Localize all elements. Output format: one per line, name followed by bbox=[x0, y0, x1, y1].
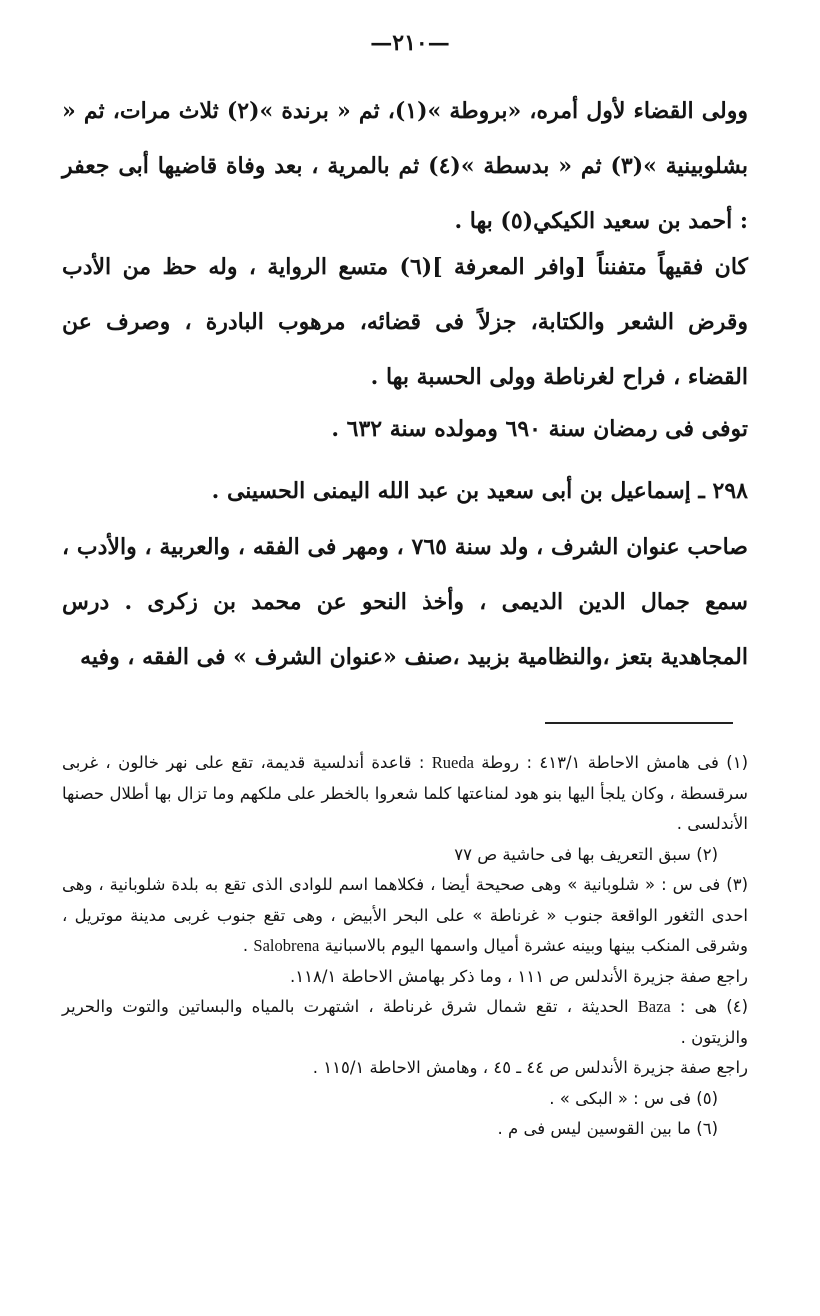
paragraph-text: كان فقيهاً متفنناً [وافر المعرفة ](٦) متسع الرواية ، وله حظ من الأدب وقرض الشعر والكتابة، جزلاً فى قضائه، مرهوب البادرة ، وصرف عن القضاء ، فراح لغرناطة وولى الحسبة بها . bbox=[62, 254, 748, 390]
paragraph-biography bbox=[62, 240, 748, 405]
footnote-4-latin: Baza bbox=[637, 997, 671, 1016]
footnote-6: (٦) ما بين القوسين ليس فى م . bbox=[497, 1119, 718, 1138]
paragraph-death-date bbox=[62, 402, 748, 457]
footnote-1-text-b: : قاعدة أندلسية قديمة، تقع على نهر خالون ، غربى سرقسطة ، وكان يلجأ اليها بنو هود لمناعتها كلما شعروا بالخطر على ملكهم وما تزال بها أطلال حصنها الأندلسى . bbox=[62, 753, 748, 833]
footnote-4-text-a: (٤) هى : bbox=[670, 997, 748, 1016]
footnote-3 bbox=[62, 870, 748, 962]
footnote-4-text-b: الحديثة ، تقع شمال شرق غرناطة ، اشتهرت بالمياه والبساتين والتوت والحرير والزيتون . bbox=[62, 997, 748, 1047]
footnote-separator bbox=[545, 722, 733, 724]
footnote-5: (٥) فى س : « البكى » . bbox=[549, 1088, 718, 1108]
footnote-1-latin: Rueda bbox=[431, 753, 474, 772]
footnote-3-reference: راجع صفة جزيرة الأندلس ص ١١١ ، وما ذكر بهامش الاحاطة ١١٨/١. bbox=[290, 966, 748, 986]
footnote-3-latin: Salobrena bbox=[253, 936, 320, 955]
footnotes bbox=[62, 748, 748, 1145]
footnote-1 bbox=[62, 748, 748, 840]
entry-heading-text: ٢٩٨ ـ إسماعيل بن أبى سعيد بن عبد الله اليمنى الحسينى . bbox=[211, 478, 748, 504]
footnote-3-text-a: (٣) فى س : « شلوبانية » وهى صحيحة أيضا ، فكلاهما اسم للوادى الذى تقع به بلدة شلوبانية ، وهى احدى الثغور الواقعة جنوب « غرناطة » على البحر الأبيض ، وهى تقع جنوب غربى مدينة موتريل ، وشرقى المنكب بينها وبينه عشرة أميال واسمها اليوم بالاسبانية bbox=[62, 875, 748, 955]
paragraph-text: صاحب عنوان الشرف ، ولد سنة ٧٦٥ ، ومهر فى الفقه ، والعربية ، والأدب ، سمع جمال الدين الديمى ، وأخذ النحو عن محمد بن زكرى . درس المجاهدية بتعز ،والنظامية بزبيد ،صنف «عنوان الشرف » فى الفقه ، وفيه bbox=[62, 534, 748, 670]
footnote-4 bbox=[62, 992, 748, 1053]
paragraph-entry-298 bbox=[62, 520, 748, 685]
paragraph-text: وولى القضاء لأول أمره، «بروطة »(١)، ثم « برندة »(٢) ثلاث مرات، ثم « بشلوبينية »(٣) ثم « بدسطة »(٤) ثم بالمرية ، بعد وفاة قاضيها أبى جعفر : أحمد بن سعيد الكيكي(٥) بها . bbox=[62, 98, 748, 234]
page-number: —٢١٠— bbox=[370, 30, 450, 56]
paragraph-judiciary bbox=[62, 84, 748, 249]
entry-heading-298 bbox=[62, 464, 748, 519]
footnote-3-text-b: . bbox=[242, 936, 254, 955]
paragraph-text: توفى فى رمضان سنة ٦٩٠ ومولده سنة ٦٣٢ . bbox=[331, 416, 748, 442]
footnote-1-text-a: (١) فى هامش الاحاطة ٤١٣/١ : روطة bbox=[473, 753, 748, 772]
footnote-2: (٢) سبق التعريف بها فى حاشية ص ٧٧ bbox=[454, 844, 718, 864]
footnote-4-reference: راجع صفة جزيرة الأندلس ص ٤٤ ـ ٤٥ ، وهامش الاحاطة ١١٥/١ . bbox=[312, 1058, 748, 1077]
